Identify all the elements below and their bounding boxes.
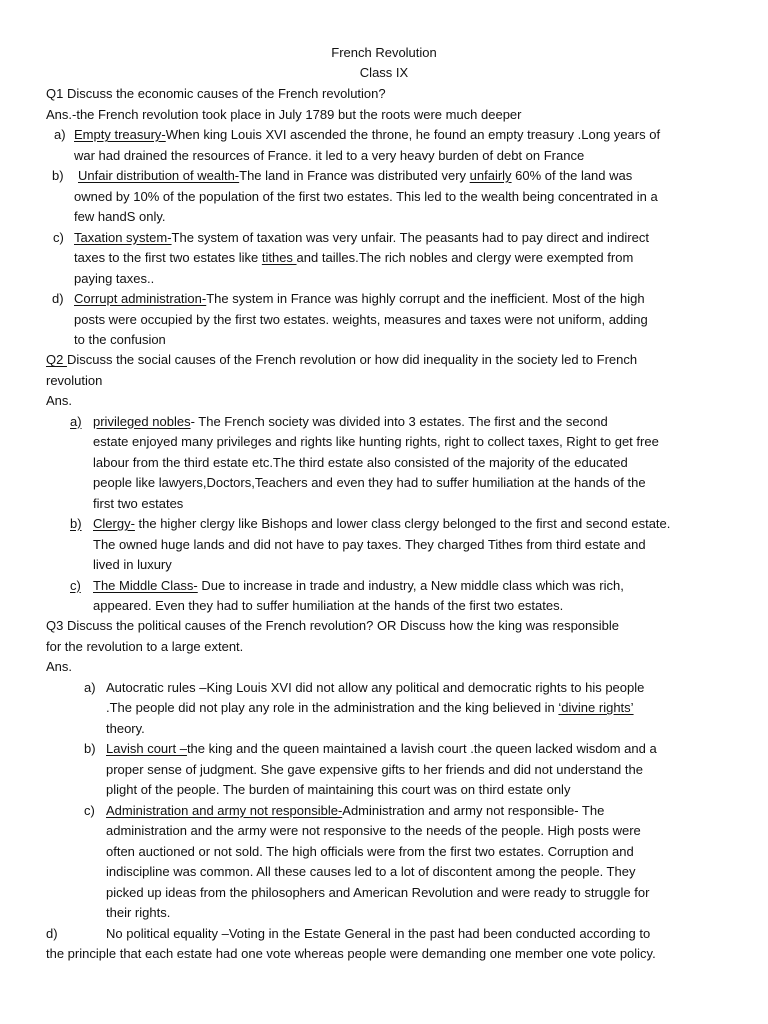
q2-item-a-line2: estate enjoyed many privileges and rights like hunting rights, right to collect taxes, Right to get free xyxy=(93,434,659,449)
q2-item-c-marker: c) xyxy=(70,577,81,593)
q1-item-b-line2: owned by 10% of the population of the first two estates. This led to the wealth being concentrated in a xyxy=(74,188,658,204)
q1-item-d-marker: d) xyxy=(52,291,64,306)
q1-item-d xyxy=(0,289,768,351)
q2-item-b-marker: b) xyxy=(70,516,82,531)
q1-item-c-line2b: and tailles.The rich nobles and clergy were exempted from xyxy=(296,250,634,265)
q2-item-a-line5: first two estates xyxy=(93,495,184,511)
q1-item-c-marker: c) xyxy=(53,229,64,245)
q1-item-b-marker: b) xyxy=(52,168,64,183)
q3-item-a-heading: Autocratic rules – xyxy=(106,679,207,695)
q3-item-a-line2a: .The people did not play any role in the administration and the king believed in xyxy=(106,700,559,715)
q1-item-c-line2-underlined: tithes xyxy=(261,250,297,265)
q3-item-b xyxy=(0,739,768,801)
q3-item-a xyxy=(0,678,768,740)
q3-question-line1: Q3 Discuss the political causes of the French revolution? OR Discuss how the king was responsible xyxy=(46,618,619,633)
q2-item-a-line1: - The French society was divided into 3 estates. The first and the second xyxy=(190,413,608,429)
q1-item-a-line1: When king Louis XVI ascended the throne, he found an empty treasury .Long years of xyxy=(165,127,661,142)
q1-item-d-line1: The system in France was highly corrupt and the inefficient. Most of the high xyxy=(206,291,645,306)
q1-item-b-heading: Unfair distribution of wealth- xyxy=(78,168,240,183)
q1-question: Q1 Discuss the economic causes of the French revolution? xyxy=(46,86,386,101)
q2-item-b xyxy=(0,514,768,576)
q2-label: Q2 xyxy=(46,352,67,367)
q1-item-a-marker: a) xyxy=(54,127,66,142)
q3-item-b-line3: plight of the people. The burden of maintaining this court was on third estate only xyxy=(106,782,571,797)
q2-item-a-heading: privileged nobles xyxy=(93,413,191,429)
q1-item-c-line3: paying taxes.. xyxy=(74,270,155,286)
q2-item-c-heading: The Middle Class- xyxy=(93,577,198,593)
q1-section xyxy=(0,84,768,351)
q2-item-a-line4: people like lawyers,Doctors,Teachers and even they had to suffer humiliation at the hands of the xyxy=(93,475,646,490)
q2-item-c-line2: appeared. Even they had to suffer humiliation at the hands of the first two estates. xyxy=(93,598,564,613)
q2-item-a-marker: a) xyxy=(70,413,82,429)
class-label: Class IX xyxy=(359,65,409,80)
q3-item-c-line3: often auctioned or not sold. The high officials were from the first two estates. Corruption and xyxy=(106,843,634,859)
q3-item-c-line4: indiscipline was common. All these causes led to a lot of discontent among the people. They xyxy=(106,864,636,879)
q2-question-line2: revolution xyxy=(46,372,103,388)
q1-item-c-heading: Taxation system- xyxy=(74,229,172,245)
q3-item-c-line2: administration and the army were not responsive to the needs of the people. High posts were xyxy=(106,823,641,838)
q2-item-a-line3: labour from the third estate etc.The third estate also consisted of the majority of the educated xyxy=(93,454,628,470)
q3-item-d-marker: d) xyxy=(46,925,58,941)
q2-item-b-heading: Clergy- xyxy=(93,516,135,531)
q3-item-b-heading: Lavish court – xyxy=(106,741,187,756)
q2-item-b-line2: The owned huge lands and did not have to pay taxes. They charged Tithes from third estate and xyxy=(93,536,646,552)
q1-item-a-line2: war had drained the resources of France. it led to a very heavy burden of debt on France xyxy=(74,147,585,163)
q3-item-a-line2-underlined: ‘divine rights’ xyxy=(558,700,634,715)
q3-item-d-line2: the principle that each estate had one vote whereas people were demanding one member one vote policy. xyxy=(46,946,656,961)
q3-item-a-line1: King Louis XVI did not allow any political and democratic rights to his people xyxy=(206,679,645,695)
q1-item-c-line2a: taxes to the first two estates like xyxy=(74,250,262,265)
q2-section xyxy=(0,350,768,617)
q2-ans-label: Ans. xyxy=(46,393,73,408)
q1-item-b xyxy=(0,166,768,228)
q1-item-d-line2: posts were occupied by the first two estates. weights, measures and taxes were not uniform, adding xyxy=(74,311,648,327)
q2-item-b-line1: the higher clergy like Bishops and lower class clergy belonged to the first and second estate. xyxy=(134,516,671,531)
q3-ans-label: Ans. xyxy=(46,659,73,674)
q3-item-c-marker: c) xyxy=(84,802,95,818)
q1-item-b-line1-underlined: unfairly xyxy=(469,168,512,183)
q1-item-c xyxy=(0,228,768,290)
q3-item-b-line2: proper sense of judgment. She gave expensive gifts to her friends and did not understand the xyxy=(106,761,643,777)
q1-item-d-heading: Corrupt administration- xyxy=(74,291,207,306)
q3-item-d-line1: No political equality –Voting in the Estate General in the past had been conducted according to xyxy=(106,925,651,941)
q3-item-c-line5: picked up ideas from the philosophers and American Revolution and were ready to struggle for xyxy=(106,884,650,900)
q2-question-line1: Discuss the social causes of the French revolution or how did inequality in the society led to French xyxy=(66,352,638,367)
q1-answer-intro: Ans.-the French revolution took place in July 1789 but the roots were much deeper xyxy=(46,106,522,122)
q3-item-b-marker: b) xyxy=(84,741,96,756)
q2-item-c xyxy=(0,576,768,617)
q3-item-c xyxy=(0,801,768,924)
q2-item-a xyxy=(0,412,768,515)
q1-item-a xyxy=(0,125,768,166)
q1-item-b-line1a: The land in France was distributed very xyxy=(239,168,470,183)
q3-item-c-line1: Administration and army not responsible- The xyxy=(342,802,605,818)
q2-item-b-line3: lived in luxury xyxy=(93,557,172,572)
q1-item-c-line1: The system of taxation was very unfair. The peasants had to pay direct and indirect xyxy=(171,229,649,245)
document-title: French Revolution xyxy=(331,45,437,60)
q1-item-d-line3: to the confusion xyxy=(74,332,166,347)
q2-item-c-line1: Due to increase in trade and industry, a New middle class which was rich, xyxy=(197,577,624,593)
q1-item-b-line1b: 60% of the land was xyxy=(511,168,633,183)
q3-item-a-marker: a) xyxy=(84,679,96,695)
q3-item-d xyxy=(0,924,768,965)
q3-question-line2: for the revolution to a large extent. xyxy=(46,638,244,654)
q3-item-a-line3: theory. xyxy=(106,720,145,736)
q3-item-c-line6: their rights. xyxy=(106,905,171,920)
q1-item-b-line3: few handS only. xyxy=(74,209,166,224)
q1-item-a-heading: Empty treasury- xyxy=(74,127,166,142)
q3-item-c-heading: Administration and army not responsible- xyxy=(106,802,343,818)
q3-item-b-line1: the king and the queen maintained a lavish court .the queen lacked wisdom and a xyxy=(186,741,657,756)
q3-section xyxy=(0,616,768,965)
